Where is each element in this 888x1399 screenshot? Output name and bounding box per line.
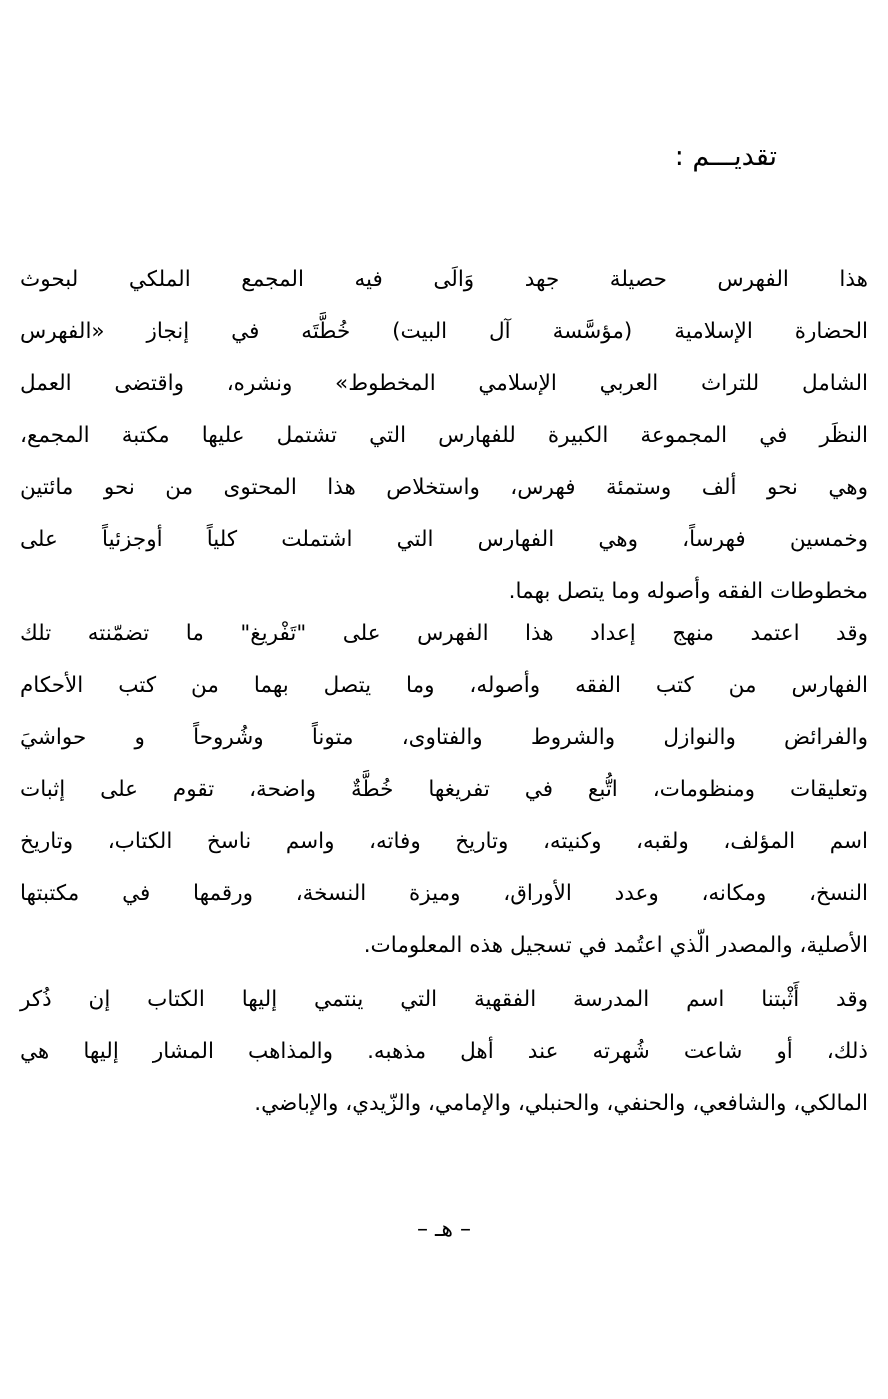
text-line: مخطوطات الفقه وأصوله وما يتصل بهما. (508, 579, 868, 604)
text-line: وخمسين فهرساً، وهي الفهارس التي اشتملت كلياً أوجزئياً على (20, 527, 868, 552)
text-line: وهي نحو ألف وستمئة فهرس، واستخلاص هذا المحتوى من نحو مائتين (20, 475, 868, 500)
text-line: النظَر في المجموعة الكبيرة للفهارس التي تشتمل عليها مكتبة المجمع، (20, 423, 868, 448)
paragraph-intro (20, 254, 868, 618)
text-line: الشامل للتراث العربي الإسلامي المخطوط» ونشره، واقتضى العمل (20, 371, 868, 396)
text-line: الفهارس من كتب الفقه وأصوله، وما يتصل بهما من كتب الأحكام (20, 673, 868, 698)
paragraph-schools (20, 974, 868, 1130)
text-line: هذا الفهرس حصيلة جهد وَالَى فيه المجمع الملكي لبحوث (20, 267, 868, 292)
text-line: الأصلية، والمصدر الّذي اعتُمد في تسجيل هذه المعلومات. (363, 933, 868, 958)
text-line: والفرائض والنوازل والشروط والفتاوى، متوناً وشُروحاً و حواشيَ (20, 725, 868, 750)
text-line: وقد أَثْبتنا اسم المدرسة الفقهية التي ينتمي إليها الكتاب إن ذُكر (20, 987, 868, 1012)
text-line: اسم المؤلف، ولقبه، وكنيته، وتاريخ وفاته، واسم ناسخ الكتاب، وتاريخ (20, 829, 868, 854)
page-number: – هـ – (416, 1217, 472, 1242)
text-line: النسخ، ومكانه، وعدد الأوراق، وميزة النسخة، ورقمها في مكتبتها (20, 881, 868, 906)
section-heading: تقديـــم : (674, 141, 777, 172)
text-line: وتعليقات ومنظومات، اتُّبع في تفريغها خُطَّةٌ واضحة، تقوم على إثبات (20, 777, 868, 802)
text-line: ذلك، أو شاعت شُهرته عند أهل مذهبه. والمذاهب المشار إليها هي (20, 1039, 868, 1064)
text-line: المالكي، والشافعي، والحنفي، والحنبلي، والإمامي، والزّيدي، والإباضي. (254, 1091, 868, 1116)
text-line: الحضارة الإسلامية (مؤسَّسة آل البيت) خُطَّتَه في إنجاز «الفهرس (20, 319, 868, 344)
text-line: وقد اعتمد منهج إعداد هذا الفهرس على "تَفْريغ" ما تضمّنته تلك (20, 621, 868, 646)
paragraph-method (20, 608, 868, 972)
